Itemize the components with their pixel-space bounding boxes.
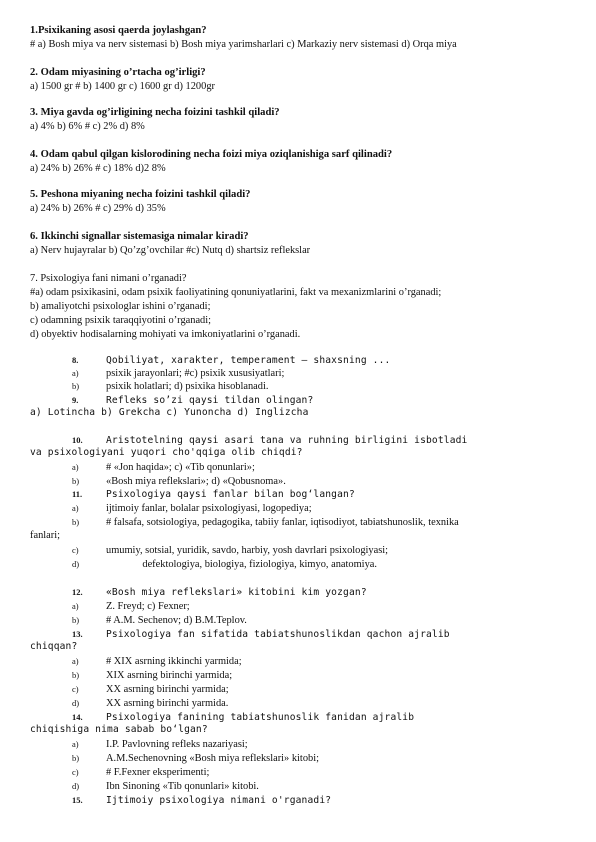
option-label: b): [72, 753, 80, 763]
question-1: 1.Psixikaning asosi qaerda joylashgan?: [30, 25, 207, 36]
q9-number: 9.: [72, 395, 79, 405]
option-label: b): [72, 381, 80, 391]
q14-option-row-c: [30, 766, 566, 779]
q14-option-row-a: [30, 738, 566, 751]
q10-number: 10.: [72, 435, 83, 445]
option-label: b): [72, 517, 80, 527]
option-text: # falsafa, sotsiologiya, pedagogika, tabiiy fanlar, iqtisodiyot, tabiatshunoslik, texnika: [106, 517, 459, 528]
q11-option-row-a: [30, 502, 566, 515]
q11-option-b-cont: fanlari;: [30, 530, 60, 541]
q8-option-row-b: [30, 380, 566, 393]
option-text: umumiy, sotsial, yuridik, savdo, harbiy, yosh davrlari psixologiyasi;: [106, 545, 389, 556]
q11-row: [30, 488, 566, 501]
option-label: a): [72, 601, 79, 611]
q8-number: 8.: [72, 355, 79, 365]
q12-option-row-b: [30, 614, 566, 627]
q11-option-row-b: [30, 516, 566, 529]
q15-row: [30, 794, 566, 807]
q10-text: Aristotelning qaysi asari tana va ruhning birligini isbotladi: [106, 435, 468, 446]
option-label: d): [72, 781, 80, 791]
q9-row: [30, 394, 566, 407]
option-text: psixik holatlari; d) psixika hisoblanadi.: [106, 381, 269, 392]
answers-1: # a) Bosh miya va nerv sistemasi b) Bosh miya yarimsharlari c) Markaziy nerv sistemasi d) Orqa miya: [30, 39, 457, 50]
q15-number: 15.: [72, 795, 83, 805]
q13-row: [30, 628, 566, 641]
option-text: «Bosh miya reflekslari»; d) «Qobusnoma».: [106, 476, 286, 487]
q12-option-row-a: [30, 600, 566, 613]
q7-option-b: b) amaliyotchi psixologlar ishini o’rganadi;: [30, 301, 211, 312]
option-text: # F.Fexner eksperimenti;: [106, 767, 210, 778]
option-text: A.M.Sechenovning «Bosh miya reflekslari» kitobi;: [106, 753, 319, 764]
answers-5: a) 24% b) 26% # c) 29% d) 35%: [30, 203, 166, 214]
q12-row: [30, 586, 566, 599]
q13-text: Psixologiya fan sifatida tabiatshunoslikdan qachon ajralib: [106, 629, 450, 640]
option-text: ijtimoiy fanlar, bolalar psixologiyasi, logopediya;: [106, 503, 312, 514]
option-text: I.P. Pavlovning refleks nazariyasi;: [106, 739, 248, 750]
q13-option-row-d: [30, 697, 566, 710]
option-label: c): [72, 684, 79, 694]
answers-4: a) 24% b) 26% # c) 18% d)2 8%: [30, 163, 166, 174]
answers-6: a) Nerv hujayralar b) Qo’zg’ovchilar #c) Nutq d) shartsiz reflekslar: [30, 245, 311, 256]
question-7: 7. Psixologiya fani nimani o’rganadi?: [30, 273, 187, 284]
option-label: c): [72, 545, 79, 555]
q7-option-c: c) odamning psixik taraqqiyotini o’rganadi;: [30, 315, 212, 326]
q10-option-row-b: [30, 475, 566, 488]
option-text: Ibn Sinoning «Tib qonunlari» kitobi.: [106, 781, 259, 792]
q10-row: [30, 434, 566, 447]
q11-number: 11.: [72, 489, 83, 499]
answers-2: a) 1500 gr # b) 1400 gr c) 1600 gr d) 1200gr: [30, 81, 215, 92]
q12-number: 12.: [72, 587, 83, 597]
question-2: 2. Odam miyasining o’rtacha og’irligi?: [30, 67, 206, 78]
answers-3: a) 4% b) 6% # c) 2% d) 8%: [30, 121, 145, 132]
option-label: a): [72, 503, 79, 513]
q13-option-row-b: [30, 669, 566, 682]
q7-option-d: d) obyektiv hodisalarning mohiyati va imkoniyatlarini o’rganadi.: [30, 329, 301, 340]
option-label: c): [72, 767, 79, 777]
q14-option-row-b: [30, 752, 566, 765]
q8-option-row-a: [30, 367, 566, 380]
question-4: 4. Odam qabul qilgan kislorodining necha foizi miya oziqlanishiga sarf qilinadi?: [30, 149, 393, 160]
option-text: # XIX asrning ikkinchi yarmida;: [106, 656, 242, 667]
q8-text: Qobiliyat, xarakter, temperament — shaxsning ...: [106, 355, 391, 366]
q13-text-cont: chiqqan?: [30, 641, 78, 652]
option-text: psixik jarayonlari; #c) psixik xususiyatlari;: [106, 368, 285, 379]
q14-row: [30, 711, 566, 724]
option-label: b): [72, 615, 80, 625]
question-5: 5. Peshona miyaning necha foizini tashkil qiladi?: [30, 189, 251, 200]
option-text: # «Jon haqida»; c) «Tib qonunlari»;: [106, 462, 255, 473]
q10-option-row-a: [30, 461, 566, 474]
option-label: b): [72, 476, 80, 486]
q14-text: Psixologiya fanining tabiatshunoslik fanidan ajralib: [106, 712, 415, 723]
option-text: XIX asrning birinchi yarmida;: [106, 670, 233, 681]
q13-option-row-c: [30, 683, 566, 696]
option-label: d): [72, 698, 80, 708]
q14-option-row-d: [30, 780, 566, 793]
option-text: # A.M. Sechenov; d) B.M.Teplov.: [106, 615, 247, 626]
q10-text-cont: va psixologiyani yuqori cho'qqiga olib chiqdi?: [30, 447, 303, 458]
option-text: XX asrning birinchi yarmida.: [106, 698, 229, 709]
q14-number: 14.: [72, 712, 83, 722]
q9-text: Refleks so’zi qaysi tildan olingan?: [106, 395, 314, 406]
option-text: Z. Freyd; c) Fexner;: [106, 601, 190, 612]
q7-option-a: #a) odam psixikasini, odam psixik faoliyatining qonuniyatlarini, fakt va mexanizmlarini o’rganadi;: [30, 287, 442, 298]
option-label: a): [72, 368, 79, 378]
option-text: defektologiya, biologiya, fiziologiya, kimyo, anatomiya.: [106, 559, 377, 570]
question-6: 6. Ikkinchi signallar sistemasiga nimalar kiradi?: [30, 231, 249, 242]
q8-row: [30, 354, 566, 367]
q14-text-cont: chiqishiga nima sabab bo‘lgan?: [30, 724, 208, 735]
q13-number: 13.: [72, 629, 83, 639]
q15-text: Ijtimoiy psixologiya nimani o'rganadi?: [106, 795, 332, 806]
option-label: a): [72, 656, 79, 666]
q11-text: Psixologiya qaysi fanlar bilan bog‘langan?: [106, 489, 355, 500]
q11-option-row-d: [30, 558, 566, 571]
q12-text: «Bosh miya reflekslari» kitobini kim yozgan?: [106, 587, 367, 598]
q13-option-row-a: [30, 655, 566, 668]
option-label: b): [72, 670, 80, 680]
q11-option-row-c: [30, 544, 566, 557]
q9-options: a) Lotincha b) Grekcha c) Yunoncha d) Inglizcha: [30, 407, 309, 418]
option-label: a): [72, 462, 79, 472]
option-label: a): [72, 739, 79, 749]
option-text: XX asrning birinchi yarmida;: [106, 684, 229, 695]
option-label: d): [72, 559, 80, 569]
question-3: 3. Miya gavda og’irligining necha foizini tashkil qiladi?: [30, 107, 280, 118]
